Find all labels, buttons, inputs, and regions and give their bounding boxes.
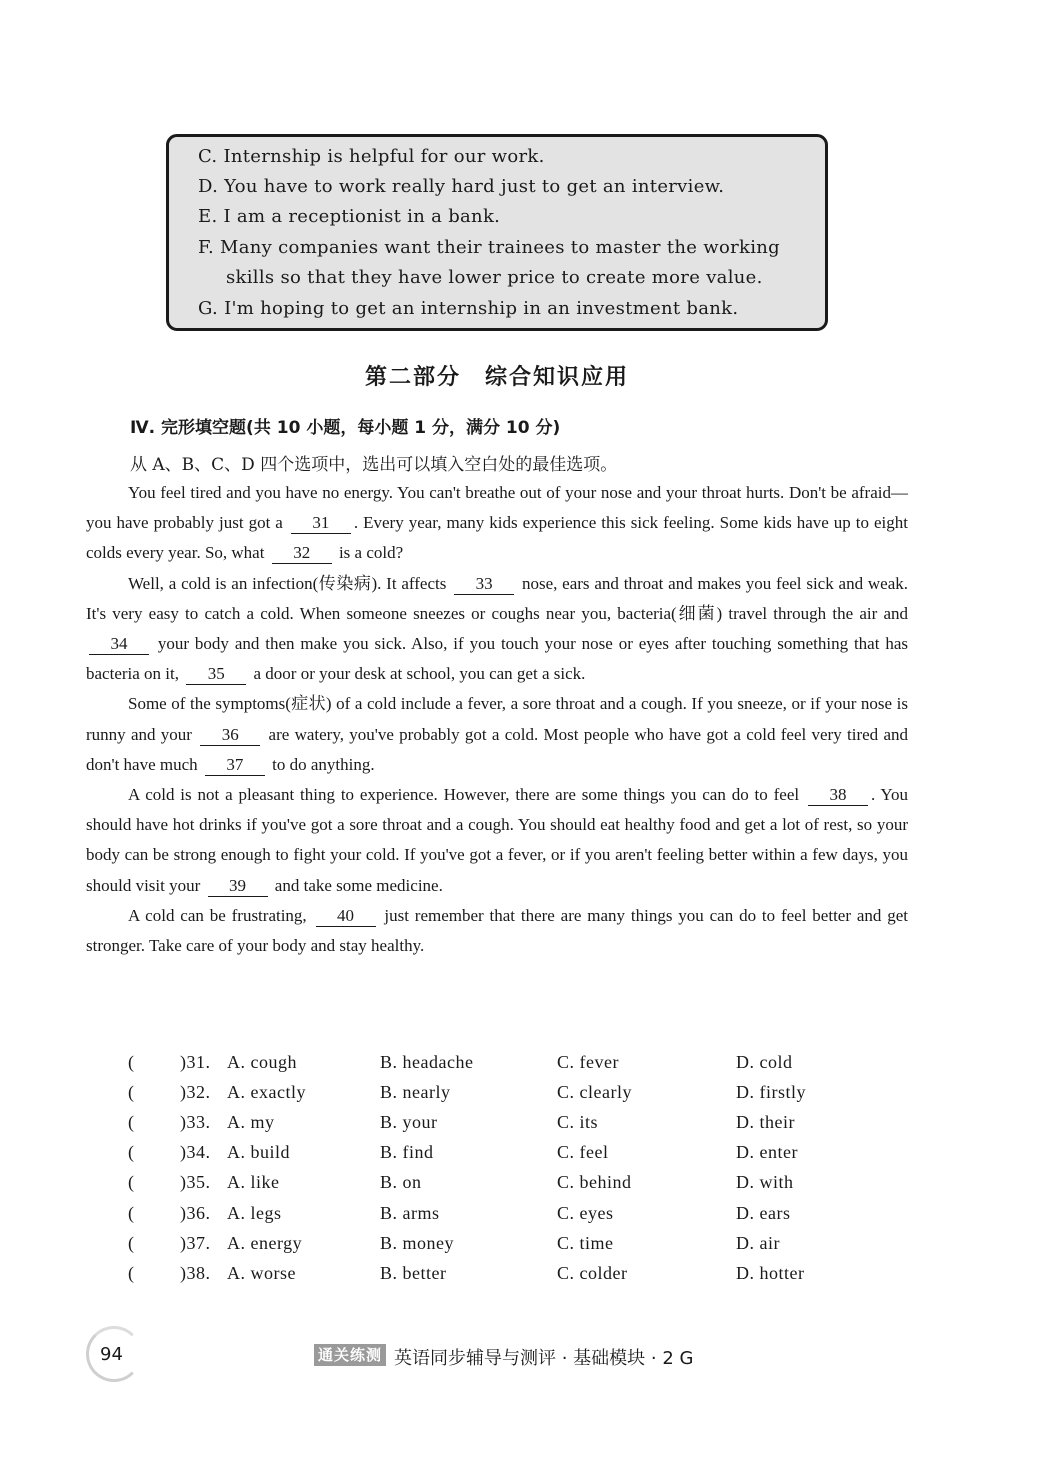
answer-paren[interactable]: ( — [128, 1203, 135, 1223]
passage-text: to do anything. — [267, 754, 375, 774]
choice-d: D. their — [736, 1112, 795, 1132]
page-number: 94 — [100, 1344, 123, 1365]
passage-text: nose, ears and throat and makes you feel sick and weak. It's very easy to catch a cold. When someone sneezes or coughs near you, bacteria(细菌) travel through the air and — [86, 573, 908, 623]
passage-text: Well, a cold is an infection(传染病). It affects — [128, 573, 452, 593]
option-g: G. I'm hoping to get an internship in an investment bank. — [198, 298, 739, 319]
passage-paragraph-3 — [86, 689, 908, 780]
blank-32: 32 — [272, 543, 332, 564]
choice-b: B. arms — [380, 1203, 440, 1223]
choice-d: D. ears — [736, 1203, 791, 1223]
blank-36: 36 — [200, 725, 260, 746]
question-row-35 — [0, 1172, 1048, 1200]
blank-39: 39 — [208, 876, 268, 897]
answer-paren[interactable]: ( — [128, 1172, 135, 1192]
blank-38: 38 — [808, 785, 868, 806]
choice-d: D. enter — [736, 1142, 798, 1162]
question-row-31 — [0, 1052, 1048, 1080]
choice-c: C. feel — [557, 1142, 609, 1162]
question-number: )37. — [180, 1233, 211, 1253]
question-header: Ⅳ. 完形填空题(共 10 小题，每小题 1 分，满分 10 分) — [130, 418, 561, 438]
blank-33: 33 — [454, 574, 514, 595]
choice-b: B. money — [380, 1233, 454, 1253]
option-e: E. I am a receptionist in a bank. — [198, 206, 501, 227]
answer-paren[interactable]: ( — [128, 1082, 135, 1102]
blank-34: 34 — [89, 634, 149, 655]
passage-text: A cold is not a pleasant thing to experience. However, there are some things you can do to feel — [128, 785, 805, 805]
choice-d: D. cold — [736, 1052, 793, 1072]
choice-a: A. worse — [227, 1263, 296, 1283]
question-number: )33. — [180, 1112, 211, 1132]
choice-a: A. energy — [227, 1233, 303, 1253]
question-row-38 — [0, 1263, 1048, 1291]
question-number: )32. — [180, 1082, 211, 1102]
passage-text: . Every year, many kids experience this sick feeling. Some kids have up to eight colds every year. So, what — [86, 513, 908, 563]
book-title: 英语同步辅导与测评 · 基础模块 · 2 G — [394, 1348, 694, 1369]
section-heading: 第二部分 综合知识应用 — [364, 365, 629, 390]
passage-text: your body and then make you sick. Also, if you touch your nose or eyes after touching something that has bacteria on it, — [86, 634, 908, 684]
cloze-passage — [86, 478, 908, 961]
passage-text: just remember that there are many things you can do to feel better and get stronger. Take care of your body and stay healthy. — [86, 905, 908, 956]
answer-paren[interactable]: ( — [128, 1052, 135, 1072]
choice-a: A. legs — [227, 1203, 282, 1223]
answer-paren[interactable]: ( — [128, 1112, 135, 1132]
passage-text: You feel tired and you have no energy. You can't breathe out of your nose and your throat hurts. Don't be afraid—you have probably just got a — [86, 483, 908, 533]
passage-paragraph-4 — [86, 780, 908, 901]
choice-d: D. firstly — [736, 1082, 806, 1102]
option-c: C. Internship is helpful for our work. — [198, 146, 545, 167]
choice-a: A. build — [227, 1142, 291, 1162]
answer-paren[interactable]: ( — [128, 1233, 135, 1253]
choice-b: B. your — [380, 1112, 438, 1132]
choice-a: A. like — [227, 1172, 280, 1192]
instruction: 从 A、B、C、D 四个选项中，选出可以填入空白处的最佳选项。 — [130, 455, 618, 475]
option-d: D. You have to work really hard just to get an interview. — [198, 176, 725, 197]
passage-text: A cold can be frustrating, — [128, 905, 313, 925]
passage-paragraph-1 — [86, 478, 908, 569]
blank-35: 35 — [186, 664, 246, 685]
question-number: )35. — [180, 1172, 211, 1192]
choice-c: C. fever — [557, 1052, 619, 1072]
choice-c: C. behind — [557, 1172, 632, 1192]
blank-37: 37 — [205, 755, 265, 776]
choice-b: B. find — [380, 1142, 434, 1162]
choice-b: B. better — [380, 1263, 447, 1283]
choice-a: A. cough — [227, 1052, 297, 1072]
passage-paragraph-2 — [86, 569, 908, 690]
question-number: )38. — [180, 1263, 211, 1283]
choice-c: C. its — [557, 1112, 599, 1132]
choice-c: C. clearly — [557, 1082, 632, 1102]
choice-b: B. headache — [380, 1052, 474, 1072]
passage-text: Some of the symptoms(症状) of a cold include a fever, a sore throat and a cough. If you sneeze, or if your nose is runny and your — [86, 694, 908, 744]
passage-paragraph-5 — [86, 901, 908, 961]
passage-text: a door or your desk at school, you can get a sick. — [249, 664, 586, 684]
option-f: F. Many companies want their trainees to master the working — [198, 237, 780, 258]
blank-40: 40 — [316, 906, 376, 927]
answer-paren[interactable]: ( — [128, 1142, 135, 1162]
choice-d: D. air — [736, 1233, 780, 1253]
choice-b: B. nearly — [380, 1082, 451, 1102]
brand-logo: 通关练测 — [314, 1344, 386, 1366]
question-row-34 — [0, 1142, 1048, 1170]
option-f-continued: skills so that they have lower price to create more value. — [226, 267, 763, 288]
choice-b: B. on — [380, 1172, 422, 1192]
answer-paren[interactable]: ( — [128, 1263, 135, 1283]
passage-text: are watery, you've probably got a cold. Most people who have got a cold feel very tired and don't have much — [86, 724, 909, 774]
question-row-37 — [0, 1233, 1048, 1261]
choice-a: A. my — [227, 1112, 275, 1132]
passage-text: is a cold? — [334, 543, 404, 563]
question-number: )36. — [180, 1203, 211, 1223]
choice-c: C. eyes — [557, 1203, 614, 1223]
choice-c: C. time — [557, 1233, 614, 1253]
blank-31: 31 — [291, 513, 351, 534]
question-number: )31. — [180, 1052, 211, 1072]
choice-d: D. with — [736, 1172, 794, 1192]
question-number: )34. — [180, 1142, 211, 1162]
passage-text: . You should have hot drinks if you've got a sore throat and a cough. You should eat healthy food and get a lot of rest, so your body can be strong enough to fight your cold. If you've got a fever, or if you aren't feeling better within a few days, you should visit your — [86, 785, 908, 895]
choice-a: A. exactly — [227, 1082, 306, 1102]
question-row-33 — [0, 1112, 1048, 1140]
choice-d: D. hotter — [736, 1263, 805, 1283]
question-row-32 — [0, 1082, 1048, 1110]
question-row-36 — [0, 1203, 1048, 1231]
choice-c: C. colder — [557, 1263, 628, 1283]
passage-text: and take some medicine. — [270, 875, 443, 895]
